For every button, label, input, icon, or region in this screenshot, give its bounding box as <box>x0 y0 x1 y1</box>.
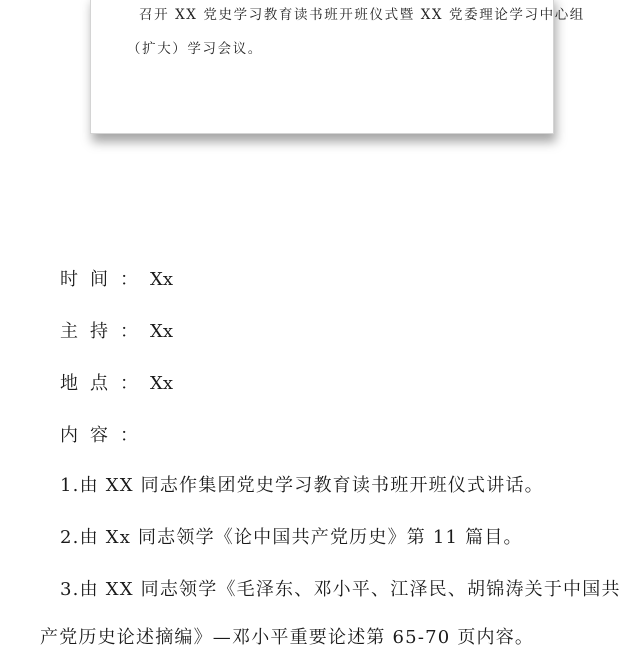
meta-host-label: 主持： <box>60 321 150 342</box>
meta-place <box>60 369 173 395</box>
agenda-item-3-continued: 产党历史论述摘编》—邓小平重要论述第 65-70 页内容。 <box>40 627 535 648</box>
meta-place-label: 地点： <box>60 373 150 394</box>
document-preview-card <box>90 0 585 134</box>
agenda-item-3: 3.由 XX 同志领学《毛泽东、邓小平、江泽民、胡锦涛关于中国共 <box>60 579 621 600</box>
meta-content-label: 内容： <box>60 425 150 446</box>
meta-time-value: Xx <box>150 269 173 290</box>
meta-host <box>60 317 173 343</box>
meta-time-label: 时间： <box>60 269 150 290</box>
card-text-line-1: 召开 XX 党史学习教育读书班开班仪式暨 XX 党委理论学习中心组 <box>139 7 585 23</box>
meta-content <box>60 421 150 447</box>
meta-host-value: Xx <box>150 321 173 342</box>
agenda-item-2: 2.由 Xx 同志领学《论中国共产党历史》第 11 篇目。 <box>60 527 523 548</box>
agenda-item-1: 1.由 XX 同志作集团党史学习教育读书班开班仪式讲话。 <box>60 475 544 496</box>
meta-time <box>60 265 173 291</box>
card-text-line-2: （扩大）学习会议。 <box>127 41 263 57</box>
meta-place-value: Xx <box>150 373 173 394</box>
